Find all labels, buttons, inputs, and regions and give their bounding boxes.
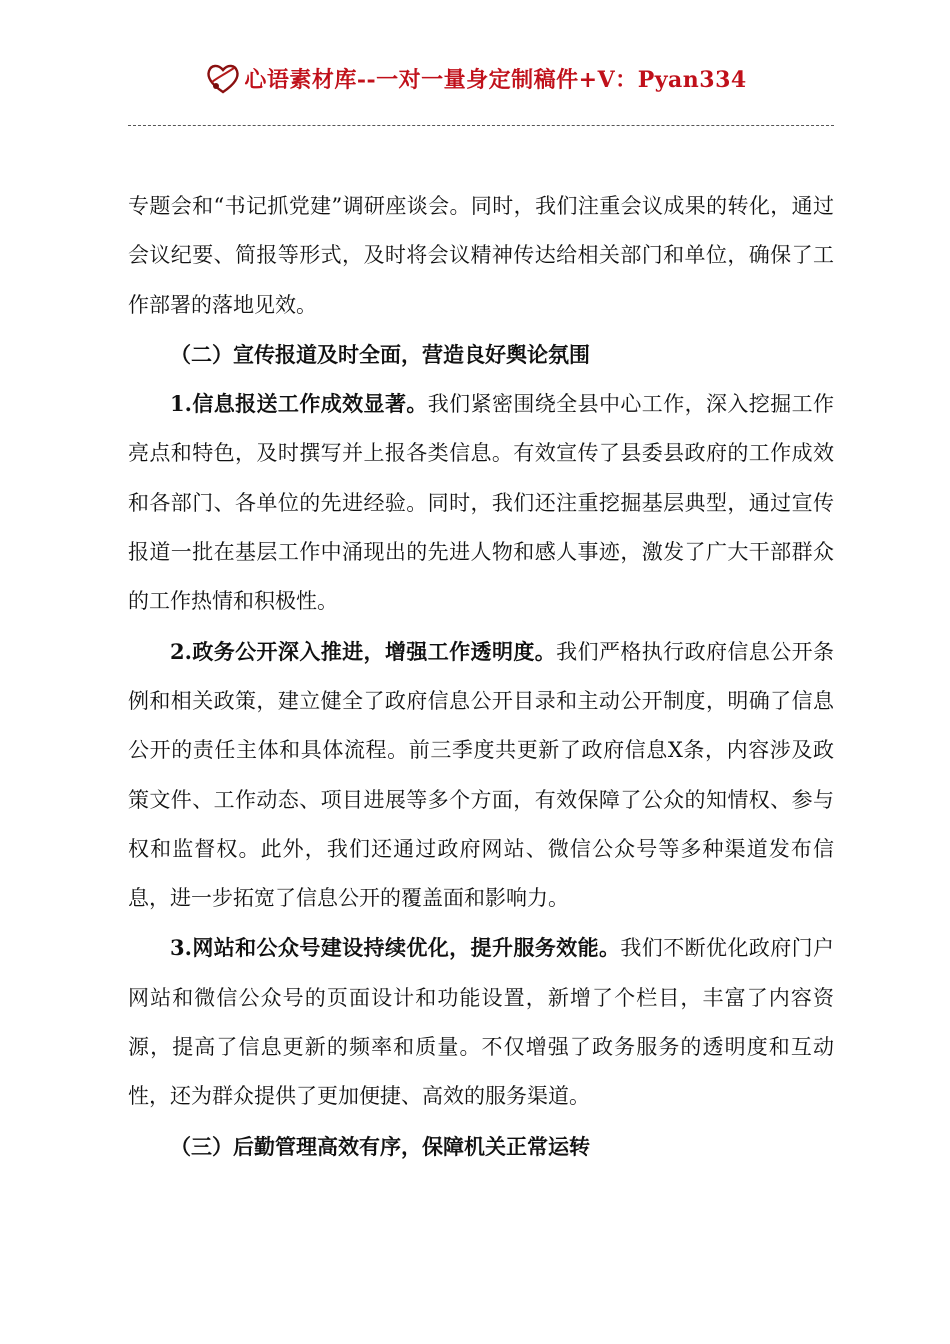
header-brand: 心语素材库: [244, 66, 357, 93]
paragraph-lead: 1.信息报送工作成效显著。: [170, 391, 428, 417]
paragraph-text: 我们不断优化政府门户网站和微信公众号的页面设计和功能设置，新增了个栏目，丰富了内容资源，提高了信息更新的频率和质量。不仅增强了政务服务的透明度和互动性，还为群众提供了更加便捷、高效的服务渠道。: [128, 936, 835, 1109]
heart-logo-icon: [203, 58, 243, 98]
header-separator: --: [356, 66, 377, 93]
paragraph-continuation: [128, 182, 834, 330]
paragraph-lead: 2.政务公开深入推进，增强工作透明度。: [170, 638, 557, 664]
section-heading: （二）宣传报道及时全面，营造良好舆论氛围: [170, 341, 590, 367]
paragraph-lead: 3.网站和公众号建设持续优化，提升服务效能。: [170, 935, 621, 961]
paragraph-text: 我们严格执行政府信息公开条例和相关政策，建立健全了政府信息公开目录和主动公开制度，明确了信息公开的责任主体和具体流程。前三季度共更新了政府信息X条，内容涉及政策文件、工作动态、项目进展等多个方面，有效保障了公众的知情权、参与权和监督权。此外，我们还通过政府网站、微信公众号等多种渠道发布信息，进一步拓宽了信息公开的覆盖面和影响力。: [128, 639, 835, 911]
page-header: [0, 58, 950, 108]
header-divider: [128, 125, 834, 126]
header-title: [244, 63, 746, 94]
paragraph: [128, 627, 834, 924]
header-tagline: 一对一量身定制稿件+V：: [376, 66, 638, 93]
paragraph-text: 我们紧密围绕全县中心工作，深入挖掘工作亮点和特色，及时撰写并上报各类信息。有效宣传了县委县政府的工作成效和各部门、各单位的先进经验。同时，我们还注重挖掘基层典型，通过宣传报道一批在基层工作中涌现出的先进人物和感人事迹，激发了广大干部群众的工作热情和积极性。: [128, 392, 835, 614]
paragraph-text: 专题会和“书记抓党建”调研座谈会。同时，我们注重会议成果的转化，通过会议纪要、简报等形式，及时将会议精神传达给相关部门和单位，确保了工作部署的落地见效。: [128, 194, 834, 317]
paragraph: [128, 923, 834, 1121]
document-body: [128, 182, 834, 1171]
paragraph: [128, 379, 834, 626]
header-contact: Pyan334: [637, 66, 747, 93]
section-heading: （三）后勤管理高效有序，保障机关正常运转: [170, 1133, 590, 1159]
